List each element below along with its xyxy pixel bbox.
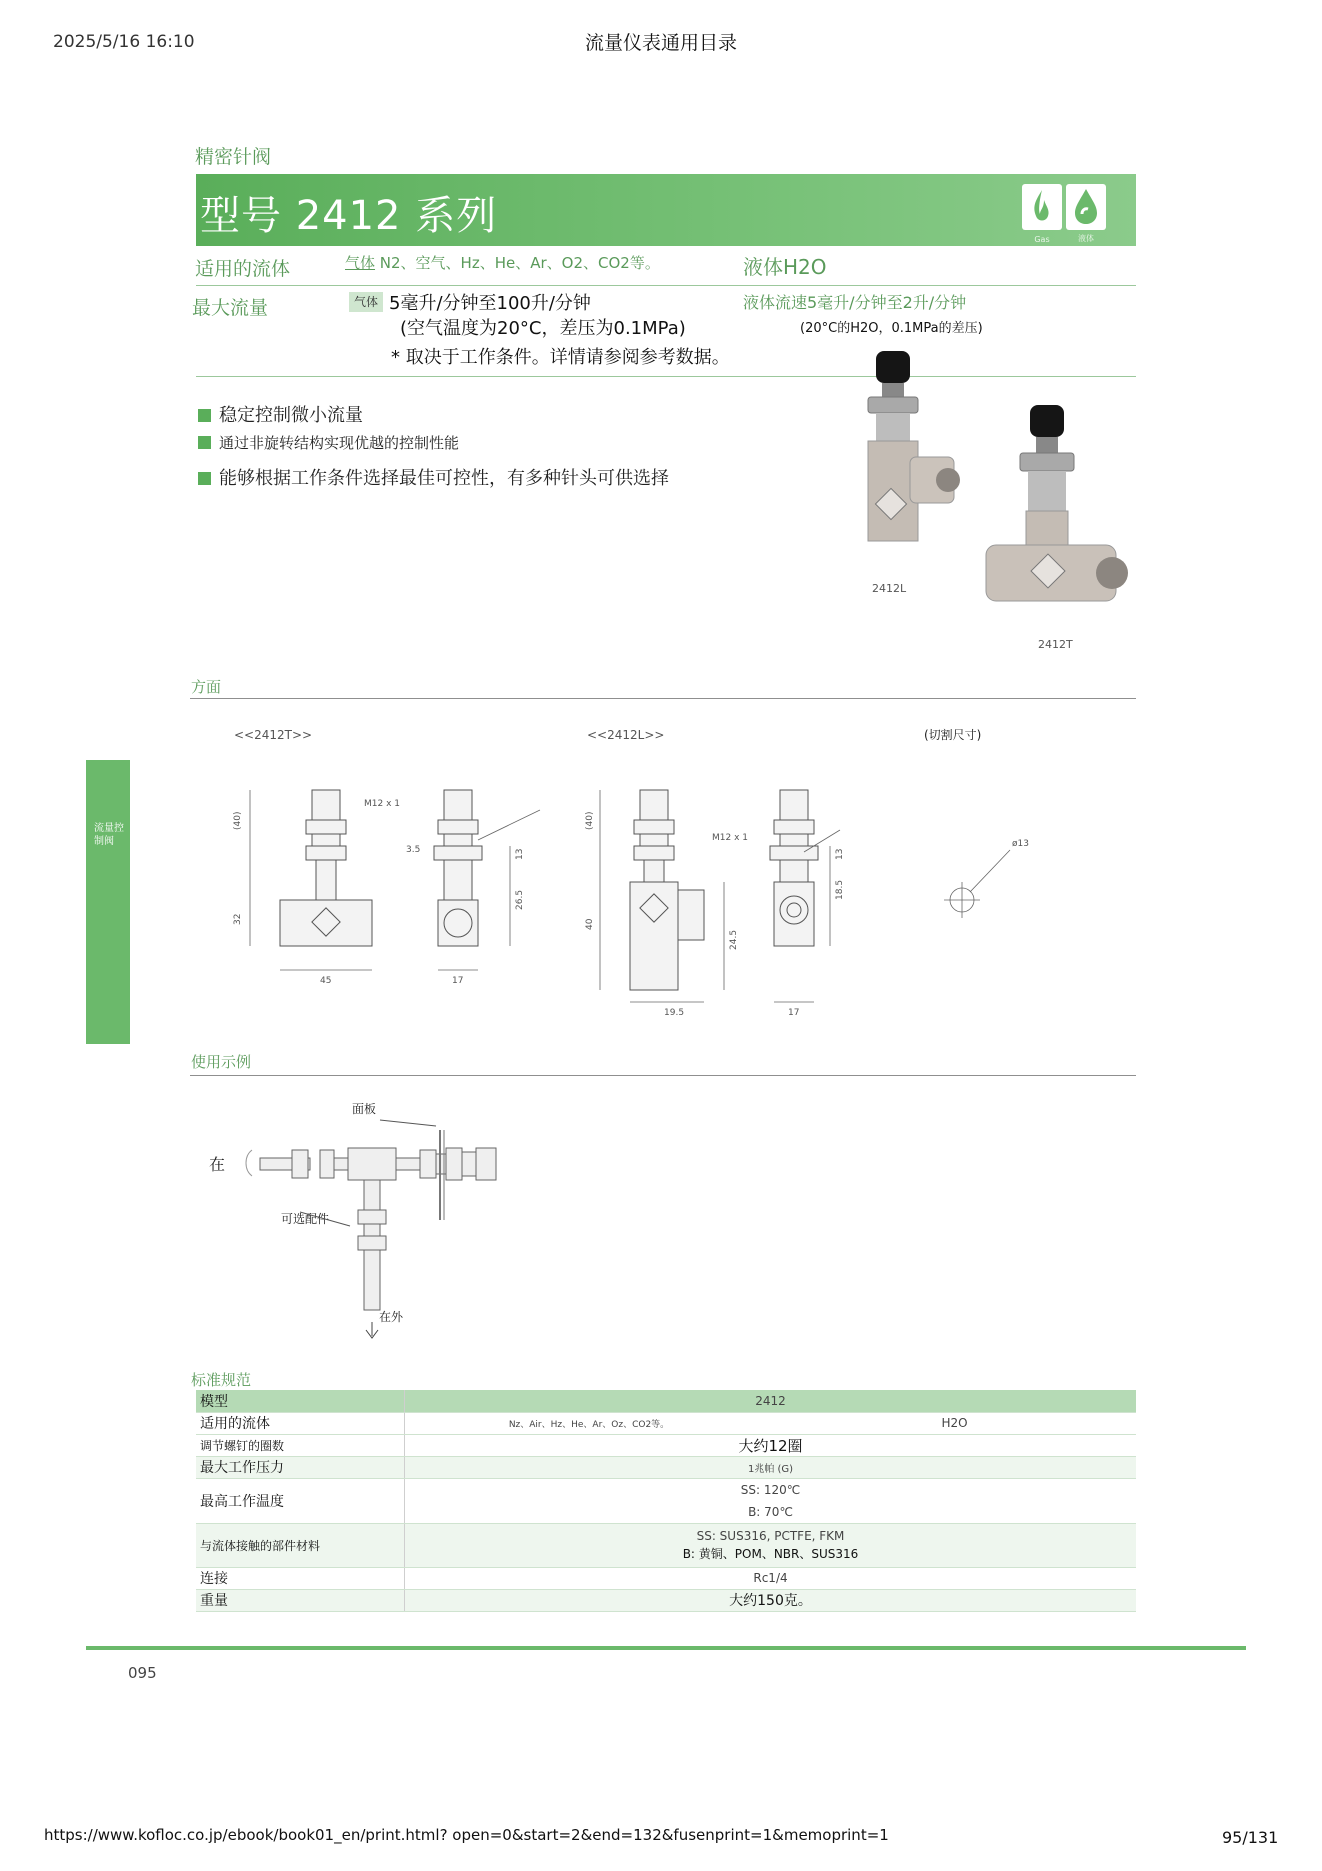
dimension-drawings [220, 770, 1100, 1018]
table-row [196, 1456, 1136, 1478]
spec-value: 大约150克。 [405, 1589, 1137, 1611]
side-tab-line: 制阀 [94, 836, 114, 847]
side-tab [86, 760, 130, 1044]
dim-text: 13 [835, 848, 845, 860]
dim-text: 24.5 [729, 929, 739, 950]
max-flow-liquid-condition: (20°C的H2O，0.1MPa的差压) [800, 321, 983, 336]
feature-item: 能够根据工作条件选择最佳可控性，有多种针头可供选择 [198, 464, 669, 490]
dim-text: 32 [233, 913, 243, 925]
print-date: 2025/5/16 16:10 [53, 32, 195, 52]
dim-cut-title: (切割尺寸) [924, 728, 982, 742]
usage-diagram [240, 1100, 520, 1350]
footer-rule [86, 1646, 1246, 1650]
spec-value: B: 黄铜、POM、NBR、SUS316 [682, 1547, 859, 1561]
liquid-drop-icon [1066, 184, 1106, 243]
spec-value: H2O [773, 1412, 1136, 1434]
dim-text: (40) [233, 811, 243, 830]
divider [196, 285, 1136, 286]
product-category: 精密针阀 [195, 146, 272, 168]
gas-icon-caption: Gas [1034, 235, 1050, 244]
table-row [196, 1589, 1136, 1611]
fluids-gas-tag: 气体 [345, 254, 376, 272]
usage-in-label: 在 [209, 1155, 226, 1174]
spec-value: SS: SUS316, PCTFE, FKM [696, 1529, 845, 1543]
fluids-liquid: 液体H2O [743, 255, 827, 279]
dim-text: 17 [788, 1008, 800, 1018]
max-flow-note: * 取决于工作条件。详情请参阅参考数据。 [391, 347, 730, 368]
dim-thread-label: M12 x 1 [364, 799, 400, 809]
dim-thread-label: M12 x 1 [712, 833, 748, 843]
fluids-gas [345, 252, 660, 273]
dimensions-label: 方面 [191, 678, 222, 696]
product-photo-2412l [850, 345, 1150, 645]
spec-key: 与流体接触的部件材料 [196, 1523, 405, 1567]
spec-value: Rc1/4 [405, 1567, 1137, 1589]
max-flow-liquid-value: 液体流速5毫升/分钟至2升/分钟 [743, 293, 967, 312]
liquid-icon-caption: 液体 [1078, 234, 1094, 243]
section-divider [190, 1075, 1136, 1076]
spec-table [196, 1390, 1136, 1612]
table-row [196, 1567, 1136, 1589]
dim-text: 3.5 [406, 845, 421, 855]
photo-caption-2412t: 2412T [1038, 638, 1073, 651]
table-row [196, 1523, 1136, 1567]
max-flow-gas-value: 5毫升/分钟至100升/分钟 [389, 293, 591, 314]
usage-label: 使用示例 [191, 1053, 252, 1071]
spec-key: 重量 [196, 1589, 405, 1611]
page-url: https://www.kofloc.co.jp/ebook/book01_en/print.html? open=0&start=2&end=132&fusenprint=1&memoprint=1 [44, 1826, 889, 1844]
spec-key: 模型 [196, 1390, 405, 1412]
table-row [196, 1434, 1136, 1456]
feature-item: 稳定控制微小流量 [198, 401, 363, 427]
dim-text: 26.5 [515, 889, 525, 910]
model-title: 型号 2412 系列 [200, 193, 498, 239]
table-row [196, 1412, 1136, 1434]
max-flow-gas-condition: (空气温度为20°C，差压为0.1MPa) [400, 318, 686, 339]
spec-key: 最大工作压力 [196, 1456, 405, 1478]
spec-value: 2412 [405, 1390, 1137, 1412]
spec-value: Nz、Air、Hz、He、Ar、Oz、CO2等。 [405, 1412, 774, 1434]
dim-text: 17 [452, 976, 464, 986]
max-flow-label: 最大流量 [192, 297, 269, 319]
dim-2412t-title: <<2412T>> [234, 728, 313, 742]
document-title: 流量仪表通用目录 [584, 32, 737, 54]
usage-panel-label: 面板 [352, 1102, 377, 1116]
spec-value: 大约12圈 [405, 1434, 1137, 1456]
feature-item: 通过非旋转结构实现优越的控制性能 [198, 432, 459, 453]
table-row [196, 1478, 1136, 1523]
spec-value: SS: 120℃ [740, 1482, 801, 1497]
dim-cut-diameter: ø13 [1012, 839, 1029, 849]
model-banner [196, 174, 1136, 246]
dim-text: 13 [515, 848, 525, 860]
spec-key: 调节螺钉的圈数 [196, 1434, 405, 1456]
spec-label: 标准规范 [191, 1371, 252, 1389]
spec-value: B: 70℃ [748, 1504, 793, 1519]
usage-fitting-label: 可选配件 [281, 1212, 330, 1226]
page-count: 95/131 [1222, 1828, 1279, 1847]
spec-key: 最高工作温度 [196, 1478, 405, 1523]
gas-flame-icon [1022, 184, 1062, 244]
spec-key: 适用的流体 [196, 1412, 405, 1434]
max-flow-gas-tag: 气体 [349, 292, 383, 312]
fluids-gas-list: N2、空气、Hz、He、Ar、O2、CO2等。 [379, 254, 660, 272]
table-row [196, 1390, 1136, 1412]
dim-text: 40 [585, 918, 595, 930]
dim-text: 19.5 [664, 1008, 685, 1018]
dim-text: 45 [320, 976, 332, 986]
spec-key: 连接 [196, 1567, 405, 1589]
photo-caption-2412l: 2412L [872, 582, 907, 595]
usage-out-label: 在外 [379, 1310, 404, 1324]
section-divider [190, 698, 1136, 699]
side-tab-line: 流量控 [94, 823, 124, 834]
dim-text: 18.5 [835, 879, 845, 900]
spec-value: 1兆帕 (G) [405, 1456, 1137, 1478]
fluids-label: 适用的流体 [195, 258, 291, 280]
page-number: 095 [128, 1664, 157, 1682]
dim-text: (40) [585, 811, 595, 830]
dim-2412l-title: <<2412L>> [587, 728, 665, 742]
